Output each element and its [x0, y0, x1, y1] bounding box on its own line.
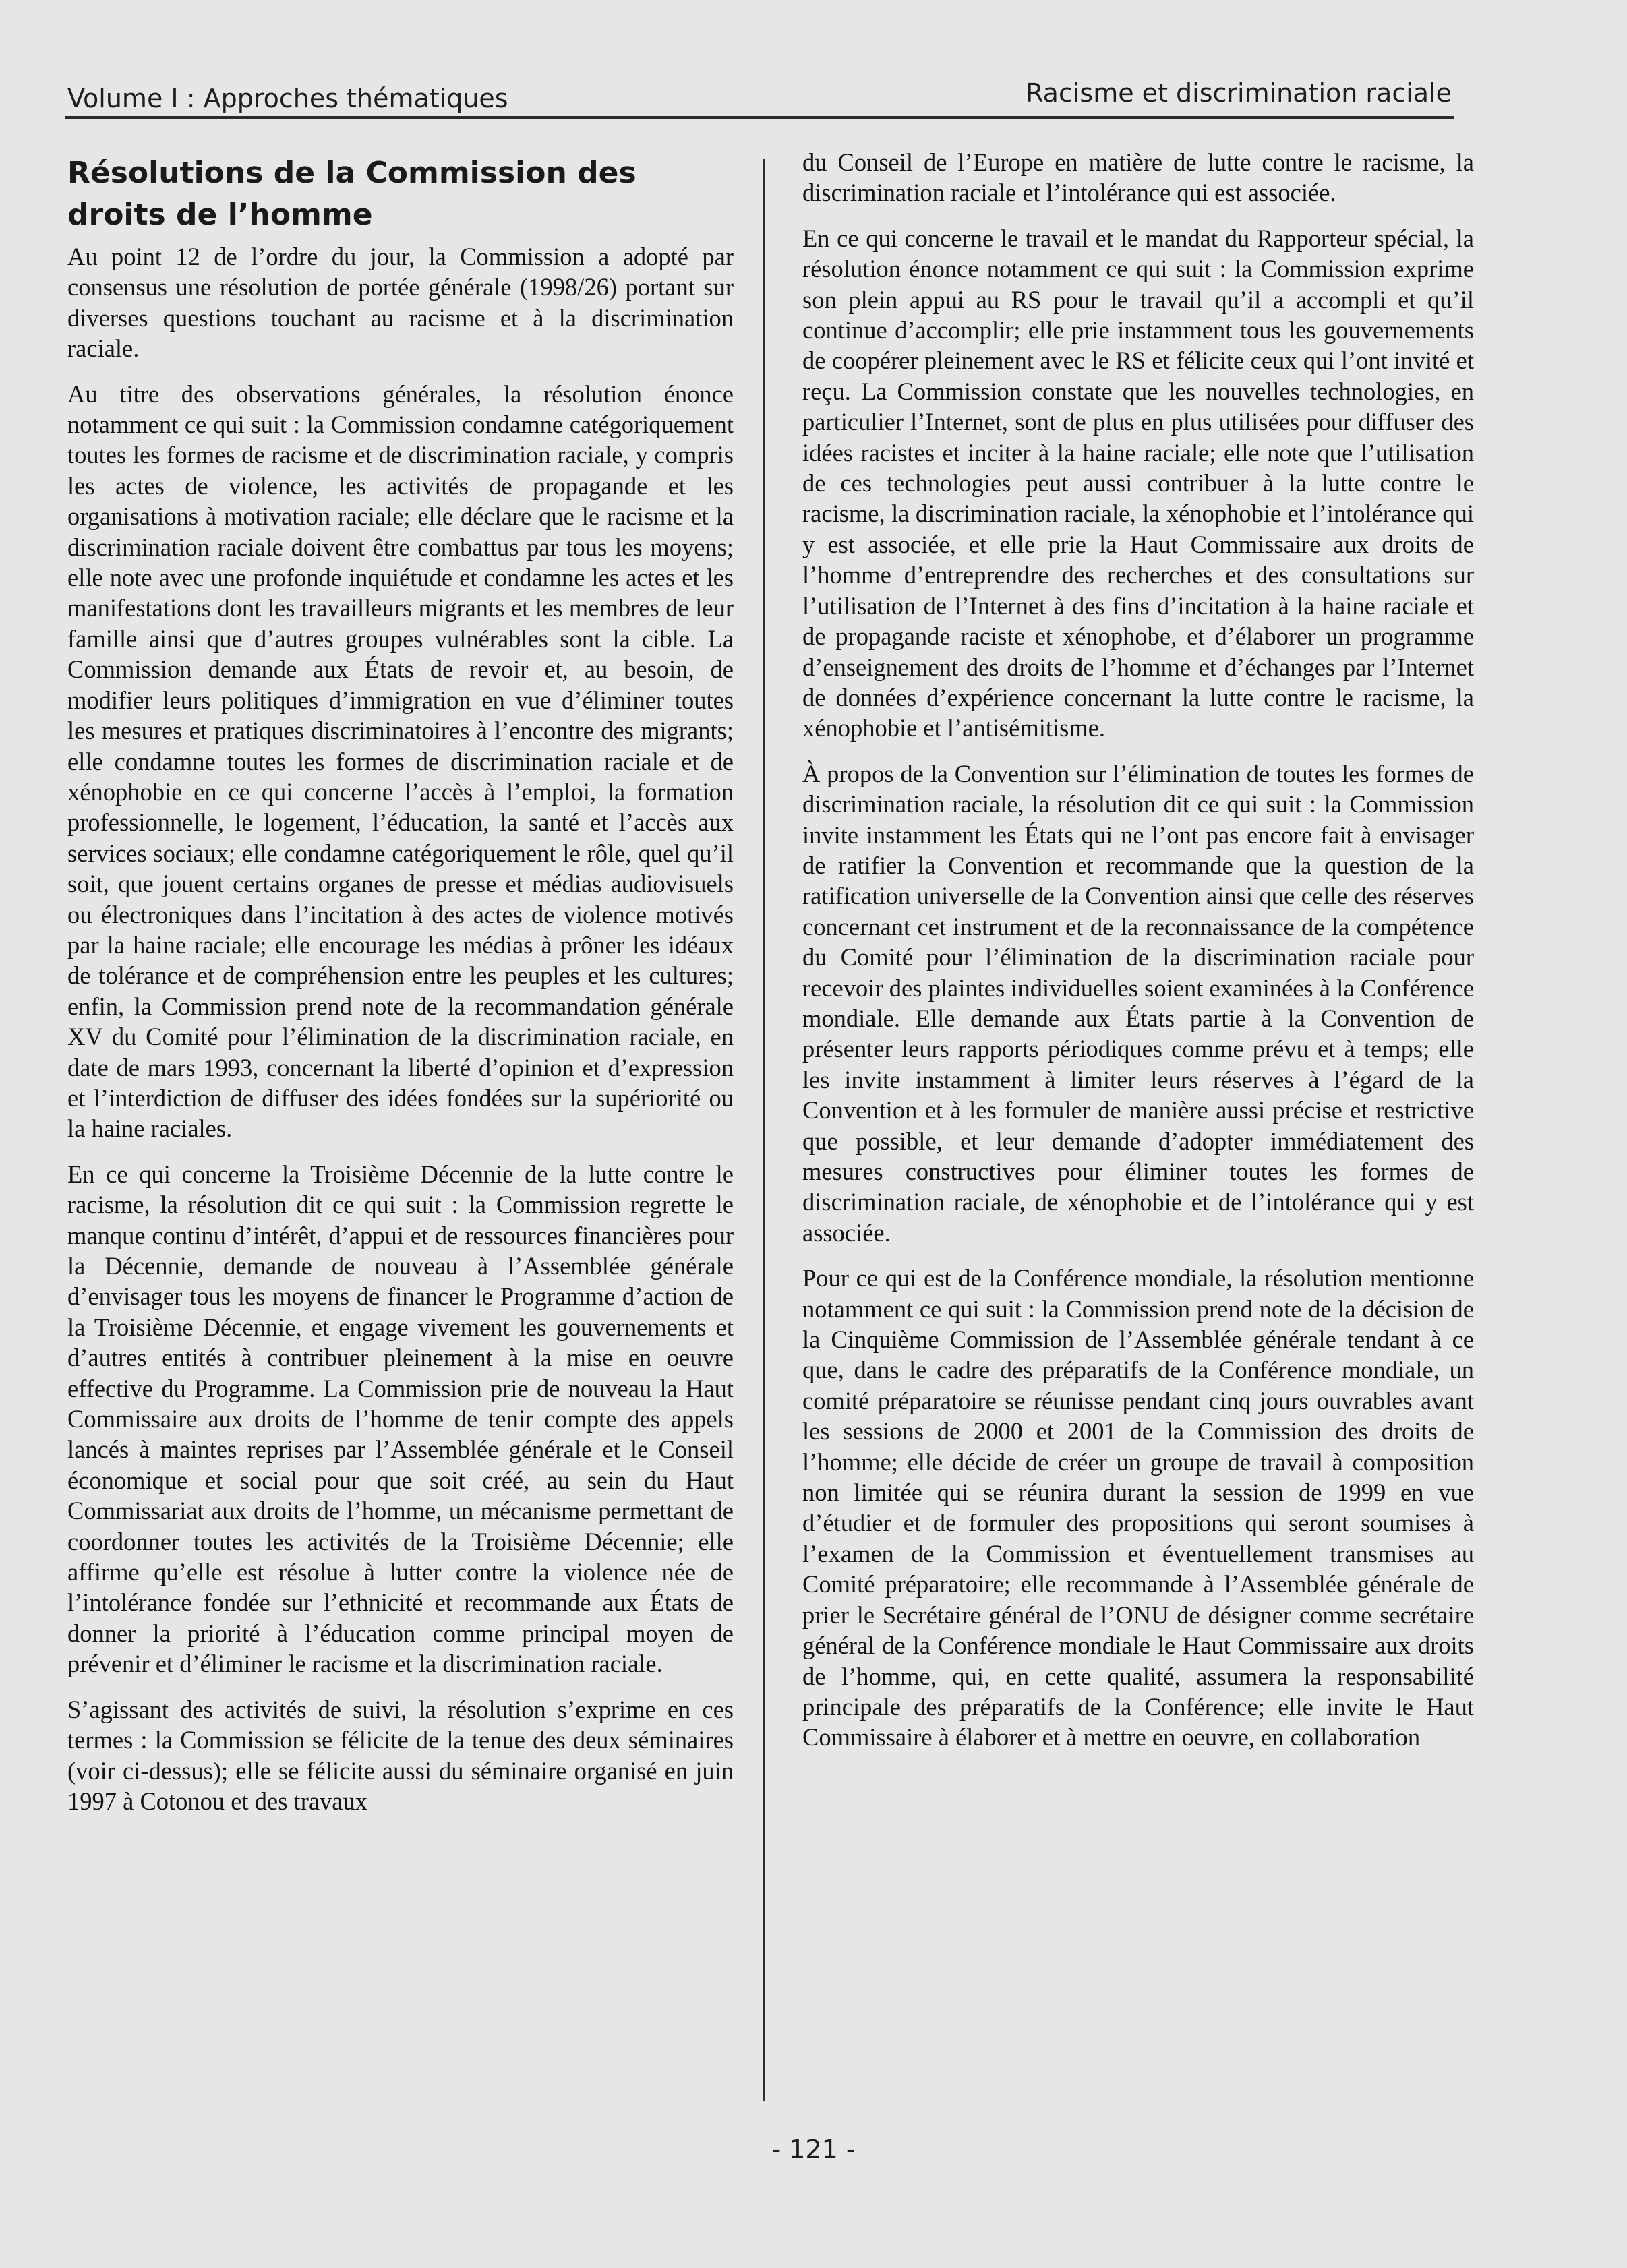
header-chapter-title: Racisme et discrimination raciale	[1026, 78, 1452, 108]
paragraph: Pour ce qui est de la Conférence mondiale, la résolution mentionne notamment ce qui suit : la Commission prend note de la décision de la Cinquième Commission de l’Assemblée générale tendant à ce que, dans le cadre des préparatifs de la Conférence mondiale, un comité préparatoire se réunisse pendant cinq jours ouvrables avant les sessions de 2000 et 2001 de la Commission des droits de l’homme; elle décide de créer un groupe de travail à composition non limitée qui se réunira durant la session de 1999 en vue d’étudier et de formuler des propositions qui seront soumises à l’examen de la Commission et éventuellement transmises au Comité préparatoire; elle recommande à l’Assemblée générale de prier le Secrétaire général de l’ONU de désigner comme secrétaire général de la Conférence mondiale le Haut Commissaire aux droits de l’homme, qui, en cette qualité, assumera la responsabilité principale des préparatifs de la Conférence; elle invite le Haut Commissaire à élaborer et à mettre en oeuvre, en collaboration	[802, 1264, 1474, 1752]
page-number: - 121 -	[771, 2135, 856, 2164]
paragraph: En ce qui concerne la Troisième Décennie de la lutte contre le racisme, la résolution dit ce qui suit : la Commission regrette le manque continu d’intérêt, d’appui et de ressources financières pour la Décennie, demande de nouveau à l’Assemblée générale d’envisager tous les moyens de financer le Programme d’action de la Troisième Décennie, et engage vivement les gouvernements et d’autres entités à contribuer pleinement à la mise en oeuvre effective du Programme. La Commission prie de nouveau la Haut Commissaire aux droits de l’homme de tenir compte des appels lancés à maintes reprises par l’Assemblée générale et le Conseil économique et social pour que soit créé, au sein du Haut Commissariat aux droits de l’homme, un mécanisme permettant de coordonner toutes les activités de la Troisième Décennie; elle affirme qu’elle est résolue à lutter contre la violence née de l’intolérance fondée sur l’ethnicité et recommande aux États de donner la priorité à l’éducation comme principal moyen de prévenir et d’éliminer le racisme et la discrimination raciale.	[67, 1160, 734, 1678]
paragraph: Au point 12 de l’ordre du jour, la Commission a adopté par consensus une résolution de portée générale (1998/26) portant sur diverses questions touchant au racisme et à la discrimination raciale.	[67, 243, 734, 363]
section-title: Résolutions de la Commission des droits de l’homme	[67, 156, 637, 232]
column-divider	[763, 159, 765, 2101]
paragraph: En ce qui concerne le travail et le mandat du Rapporteur spécial, la résolution énonce notamment ce qui suit : la Commission exprime son plein appui au RS pour le travail qu’il a accompli et qu’il continue d’accomplir; elle prie instamment tous les gouvernements de coopérer pleinement avec le RS et félicite ceux qui l’ont invité et reçu. La Commission constate que les nouvelles technologies, en particulier l’Internet, sont de plus en plus utilisées pour diffuser des idées racistes et inciter à la haine raciale; elle note que l’utilisation de ces technologies peut aussi contribuer à la lutte contre le racisme, la discrimination raciale, la xénophobie et l’intolérance qui y est associée, et elle prie la Haut Commissaire aux droits de l’homme d’entreprendre des recherches et des consultations sur l’utilisation de l’Internet à des fins d’incitation à la haine raciale et de propagande raciste et xénophobe, et d’élaborer un programme d’enseignement des droits de l’homme et d’échanges par l’Internet de données d’expérience concernant la lutte contre le racisme, la xénophobie et l’antisémitisme.	[802, 224, 1474, 742]
paragraph: Au titre des observations générales, la résolution énonce notamment ce qui suit : la Commission condamne catégoriquement toutes les formes de racisme et de discrimination raciale, y compris les actes de violence, les activités de propagande et les organisations à motivation raciale; elle déclare que le racisme et la discrimination raciale doivent être combattus par tous les moyens; elle note avec une profonde inquiétude et condamne les actes et les manifestations dont les travailleurs migrants et les membres de leur famille ainsi que d’autres groupes vulnérables sont la cible. La Commission demande aux États de revoir et, au besoin, de modifier leurs politiques d’immigration en vue d’éliminer toutes les mesures et pratiques discriminatoires à l’encontre des migrants; elle condamne toutes les formes de discrimination raciale et de xénophobie en ce qui concerne l’accès à l’emploi, la formation professionnelle, le logement, l’éducation, la santé et l’accès aux services sociaux; elle condamne catégoriquement le rôle, quel qu’il soit, que jouent certains organes de presse et médias audiovisuels ou électroniques dans l’incitation à des actes de violence motivés par la haine raciale; elle encourage les médias à prôner les idéaux de tolérance et de compréhension entre les peuples et les cultures; enfin, la Commission prend note de la recommandation générale XV du Comité pour l’élimination de la discrimination raciale, en date de mars 1993, concernant la liberté d’opinion et d’expression et l’interdiction de diffuser des idées fondées sur la supériorité ou la haine raciales.	[67, 380, 734, 1143]
paragraph: du Conseil de l’Europe en matière de lutte contre le racisme, la discrimination raciale et l’intolérance qui est associée.	[802, 148, 1474, 207]
header-volume-title: Volume I : Approches thématiques	[67, 84, 508, 113]
paragraph: S’agissant des activités de suivi, la résolution s’exprime en ces termes : la Commission se félicite de la tenue des deux séminaires (voir ci-dessus); elle se félicite aussi du séminaire organisé en juin 1997 à Cotonou et des travaux	[67, 1695, 734, 1815]
left-column	[67, 152, 734, 1831]
right-column	[802, 147, 1474, 1768]
paragraph: À propos de la Convention sur l’élimination de toutes les formes de discrimination raciale, la résolution dit ce qui suit : la Commission invite instamment les États qui ne l’ont pas encore fait à envisager de ratifier la Convention et recommande que la question de la ratification universelle de la Convention ainsi que celle des réserves concernant cet instrument et de la reconnaissance de la compétence du Comité pour l’élimination de la discrimination raciale pour recevoir des plaintes individuelles soient examinées à la Conférence mondiale. Elle demande aux États partie à la Convention de présenter leurs rapports périodiques comme prévu et à temps; elle les invite instamment à limiter leurs réserves à l’égard de la Convention et à les formuler de manière aussi précise et restrictive que possible, et leur demande d’adopter immédiatement des mesures constructives pour éliminer toutes les formes de discrimination raciale, de xénophobie et de l’intolérance qui y est associée.	[802, 759, 1474, 1247]
running-header	[65, 71, 1454, 119]
